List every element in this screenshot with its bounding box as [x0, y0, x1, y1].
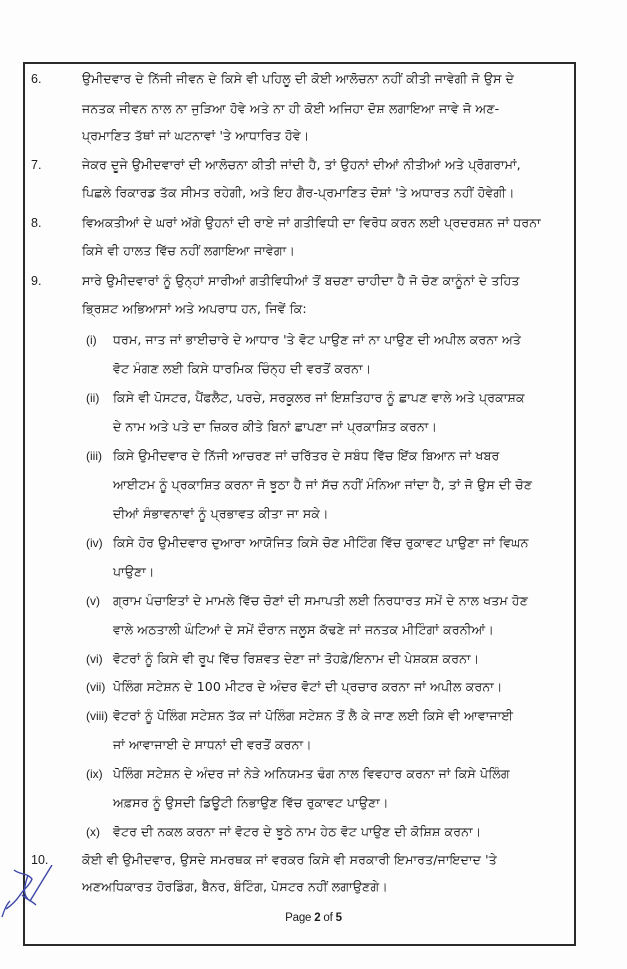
clause-line: ਪ੍ਰਮਾਣਿਤ ਤੱਥਾਂ ਜਾਂ ਘਟਨਾਵਾਂ 'ਤੇ ਆਧਾਰਿਤ ਹੋਵੇ। [82, 128, 310, 143]
subclause-label: (iv) [86, 536, 103, 550]
subclause-label: (x) [86, 825, 100, 839]
subclause-line: ਕਿਸੇ ਉਮੀਦਵਾਰ ਦੇ ਨਿੱਜੀ ਆਚਰਣ ਜਾਂ ਚਰਿੱਤਰ ਦੇ ਸਬੰਧ ਵਿੱਚ ਇੱਕ ਬਿਆਨ ਜਾਂ ਖਬਰ [113, 448, 500, 463]
subclause-line: ਕਿਸੇ ਹੋਰ ਉਮੀਦਵਾਰ ਦੁਆਰਾ ਆਯੋਜਿਤ ਕਿਸੇ ਚੋਣ ਮੀਟਿੰਗ ਵਿੱਚ ਰੁਕਾਵਟ ਪਾਉਣਾ ਜਾਂ ਵਿਘਨ [113, 535, 529, 550]
subclause-line: ਜਾਂ ਆਵਾਜਾਈ ਦੇ ਸਾਧਨਾਂ ਦੀ ਵਰਤੋਂ ਕਰਨਾ। [113, 737, 312, 752]
clause-line: ਅਣਅਧਿਕਾਰਤ ਹੋਰਡਿੰਗ, ਬੈਨਰ, ਬੰਟਿੰਗ, ਪੋਸਟਰ ਨਹੀਂ ਲਗਾਉਣਗੇ। [82, 879, 388, 894]
clause-line: ਵਿਅਕਤੀਆਂ ਦੇ ਘਰਾਂ ਅੱਗੇ ਉਹਨਾਂ ਦੀ ਰਾਏ ਜਾਂ ਗਤੀਵਿਧੀ ਦਾ ਵਿਰੋਧ ਕਰਨ ਲਈ ਪ੍ਰਦਰਸ਼ਨ ਜਾਂ ਧਰਨਾ [82, 215, 541, 230]
clause-line: ਜਨਤਕ ਜੀਵਨ ਨਾਲ ਨਾ ਜੁੜਿਆ ਹੋਵੇ ਅਤੇ ਨਾ ਹੀ ਕੋਈ ਅਜਿਹਾ ਦੋਸ਼ ਲਗਾਇਆ ਜਾਵੇ ਜੋ ਅਣ- [82, 101, 500, 116]
clause-number: 6. [31, 72, 42, 86]
page-middle: of [320, 912, 336, 924]
subclause-line: ਵੋਟ ਮੰਗਣ ਲਈ ਕਿਸੇ ਧਾਰਮਿਕ ਚਿੰਨ੍ਹ ਦੀ ਵਰਤੋਂ ਕਰਨਾ। [113, 361, 372, 376]
clause-line: ਉਮੀਦਵਾਰ ਦੇ ਨਿੱਜੀ ਜੀਵਨ ਦੇ ਕਿਸੇ ਵੀ ਪਹਿਲੂ ਦੀ ਕੋਈ ਆਲੋਚਨਾ ਨਹੀਂ ਕੀਤੀ ਜਾਵੇਗੀ ਜੋ ਉਸ ਦੇ [82, 71, 515, 86]
clause-line: ਜੇਕਰ ਦੂਜੇ ਉਮੀਦਵਾਰਾਂ ਦੀ ਆਲੋਚਨਾ ਕੀਤੀ ਜਾਂਦੀ ਹੈ, ਤਾਂ ਉਹਨਾਂ ਦੀਆਂ ਨੀਤੀਆਂ ਅਤੇ ਪ੍ਰੋਗਰਾਮਾਂ, [82, 157, 521, 172]
clause-number: 8. [31, 216, 42, 230]
clause-line: ਭ੍ਰਿਸ਼ਟ ਅਭਿਆਸਾਂ ਅਤੇ ਅਪਰਾਧ ਹਨ, ਜਿਵੇਂ ਕਿ: [82, 301, 307, 316]
subclause-label: (v) [86, 594, 100, 608]
subclause-label: (iii) [86, 449, 102, 463]
subclause-line: ਅਫ਼ਸਰ ਨੂੰ ਉਸਦੀ ਡਿਊਟੀ ਨਿਭਾਉਣ ਵਿੱਚ ਰੁਕਾਵਟ ਪਾਉਣਾ। [113, 795, 389, 810]
subclause-line: ਗ੍ਰਾਮ ਪੰਚਾਇਤਾਂ ਦੇ ਮਾਮਲੇ ਵਿੱਚ ਚੋਣਾਂ ਦੀ ਸਮਾਪਤੀ ਲਈ ਨਿਰਧਾਰਤ ਸਮੇਂ ਦੇ ਨਾਲ ਖਤਮ ਹੋਣ [113, 593, 529, 608]
subclause-label: (ii) [86, 391, 100, 405]
subclause-line: ਪਾਉਣਾ। [113, 564, 155, 579]
subclause-line: ਦੀਆਂ ਸੰਭਾਵਨਾਵਾਂ ਨੂੰ ਪ੍ਰਭਾਵਤ ਕੀਤਾ ਜਾ ਸਕੇ। [113, 506, 329, 521]
clause-number: 9. [31, 274, 42, 288]
subclause-line: ਪੋਲਿੰਗ ਸਟੇਸ਼ਨ ਦੇ 100 ਮੀਟਰ ਦੇ ਅੰਦਰ ਵੋਟਾਂ ਦੀ ਪ੍ਰਚਾਰ ਕਰਨਾ ਜਾਂ ਅਪੀਲ ਕਰਨਾ। [113, 679, 503, 694]
subclause-line: ਵੋਟਰਾਂ ਨੂੰ ਪੋਲਿੰਗ ਸਟੇਸ਼ਨ ਤੱਕ ਜਾਂ ਪੋਲਿੰਗ ਸਟੇਸ਼ਨ ਤੋਂ ਲੈ ਕੇ ਜਾਣ ਲਈ ਕਿਸੇ ਵੀ ਆਵਾਜਾਈ [113, 708, 514, 723]
page-number [0, 912, 627, 924]
subclause-label: (ix) [86, 767, 103, 781]
clause-line: ਸਾਰੇ ਉਮੀਦਵਾਰਾਂ ਨੂੰ ਉਨ੍ਹਾਂ ਸਾਰੀਆਂ ਗਤੀਵਿਧੀਆਂ ਤੋਂ ਬਚਣਾ ਚਾਹੀਦਾ ਹੈ ਜੋ ਚੋਣ ਕਾਨੂੰਨਾਂ ਦੇ ਤਹਿਤ [82, 273, 520, 288]
subclause-line: ਵਾਲੇ ਅਠਤਾਲੀ ਘੰਟਿਆਂ ਦੇ ਸਮੇਂ ਦੌਰਾਨ ਜਲੂਸ ਕੱਢਣੇ ਜਾਂ ਜਨਤਕ ਮੀਟਿੰਗਾਂ ਕਰਨੀਆਂ। [113, 622, 494, 637]
subclause-label: (vi) [86, 652, 103, 666]
subclause-line: ਪੋਲਿੰਗ ਸਟੇਸ਼ਨ ਦੇ ਅੰਦਰ ਜਾਂ ਨੇੜੇ ਅਨਿਯਮਤ ਢੰਗ ਨਾਲ ਵਿਵਹਾਰ ਕਰਨਾ ਜਾਂ ਕਿਸੇ ਪੋਲਿੰਗ [113, 766, 510, 781]
subclause-label: (viii) [86, 709, 108, 723]
clause-number: 10. [31, 853, 49, 867]
subclause-line: ਵੋਟਰਾਂ ਨੂੰ ਕਿਸੇ ਵੀ ਰੂਪ ਵਿੱਚ ਰਿਸ਼ਵਤ ਦੇਣਾ ਜਾਂ ਤੋਹਫ਼ੇ/ਇਨਾਮ ਦੀ ਪੇਸ਼ਕਸ਼ ਕਰਨਾ। [113, 651, 480, 666]
subclause-line: ਕਿਸੇ ਵੀ ਪੋਸਟਰ, ਪੈਂਫਲੈਟ, ਪਰਚੇ, ਸਰਕੂਲਰ ਜਾਂ ਇਸ਼ਤਿਹਾਰ ਨੂੰ ਛਾਪਣ ਵਾਲੇ ਅਤੇ ਪ੍ਰਕਾਸ਼ਕ [113, 390, 525, 405]
subclause-line: ਆਈਟਮ ਨੂੰ ਪ੍ਰਕਾਸ਼ਿਤ ਕਰਨਾ ਜੋ ਝੂਠਾ ਹੈ ਜਾਂ ਸੱਚ ਨਹੀਂ ਮੰਨਿਆ ਜਾਂਦਾ ਹੈ, ਤਾਂ ਜੋ ਉਸ ਦੀ ਚੋਣ [113, 477, 533, 492]
page-prefix: Page [285, 912, 315, 924]
subclause-label: (vii) [86, 680, 106, 694]
subclause-line: ਧਰਮ, ਜਾਤ ਜਾਂ ਭਾਈਚਾਰੇ ਦੇ ਆਧਾਰ 'ਤੇ ਵੋਟ ਪਾਉਣ ਜਾਂ ਨਾ ਪਾਉਣ ਦੀ ਅਪੀਲ ਕਰਨਾ ਅਤੇ [113, 332, 522, 347]
page-total: 5 [335, 912, 342, 924]
subclause-line: ਦੇ ਨਾਮ ਅਤੇ ਪਤੇ ਦਾ ਜ਼ਿਕਰ ਕੀਤੇ ਬਿਨਾਂ ਛਾਪਣਾ ਜਾਂ ਪ੍ਰਕਾਸ਼ਿਤ ਕਰਨਾ। [113, 419, 438, 434]
clause-line: ਕਿਸੇ ਵੀ ਹਾਲਤ ਵਿੱਚ ਨਹੀਂ ਲਗਾਇਆ ਜਾਵੇਗਾ। [82, 243, 295, 258]
clause-line: ਪਿਛਲੇ ਰਿਕਾਰਡ ਤੱਕ ਸੀਮਤ ਰਹੇਗੀ, ਅਤੇ ਇਹ ਗੈਰ-ਪ੍ਰਮਾਣਿਤ ਦੋਸ਼ਾਂ 'ਤੇ ਅਧਾਰਤ ਨਹੀਂ ਹੋਵੇਗੀ। [82, 185, 515, 200]
page-current: 2 [314, 912, 321, 924]
clause-line: ਕੋਈ ਵੀ ਉਮੀਦਵਾਰ, ਉਸਦੇ ਸਮਰਥਕ ਜਾਂ ਵਰਕਰ ਕਿਸੇ ਵੀ ਸਰਕਾਰੀ ਇਮਾਰਤ/ਜਾਇਦਾਦ 'ਤੇ [82, 852, 497, 867]
subclause-line: ਵੋਟਰ ਦੀ ਨਕਲ ਕਰਨਾ ਜਾਂ ਵੋਟਰ ਦੇ ਝੂਠੇ ਨਾਮ ਹੇਠ ਵੋਟ ਪਾਉਣ ਦੀ ਕੋਸ਼ਿਸ਼ ਕਰਨਾ। [113, 824, 482, 839]
clause-number: 7. [31, 158, 42, 172]
subclause-label: (i) [86, 333, 97, 347]
signature-icon [0, 865, 60, 925]
